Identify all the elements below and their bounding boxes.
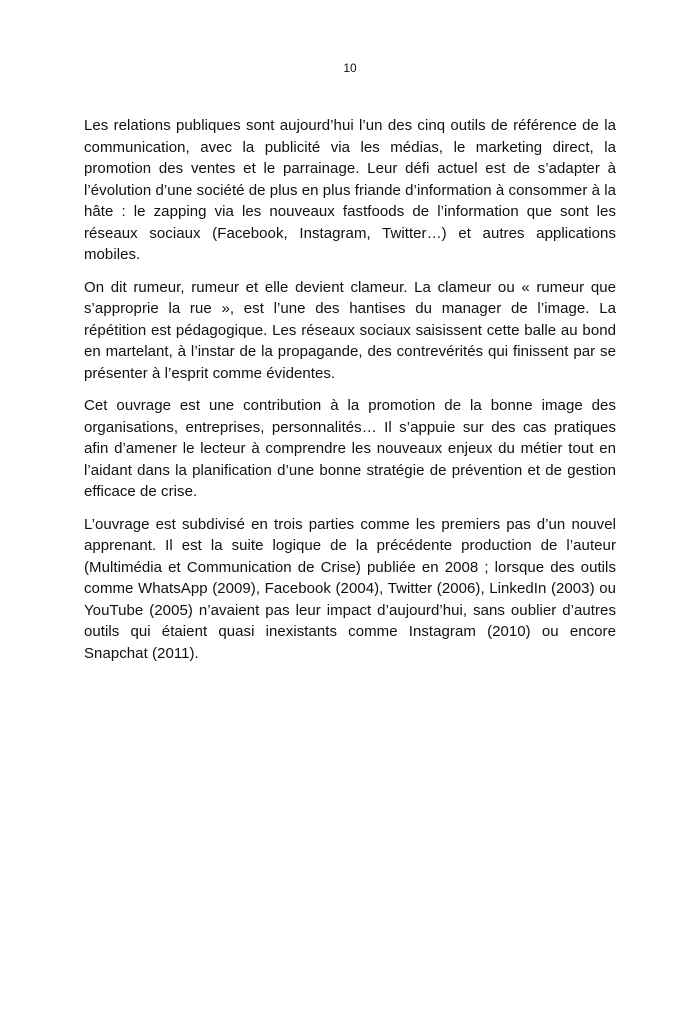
page-number: 10 <box>343 61 357 75</box>
paragraph-3: Cet ouvrage est une contribution à la promotion de la bonne image des organisations, entreprises, personnalités… Il s’appuie sur des cas pratiques afin d’amener le lecteur à comprendre les nouveaux enjeux du métier tout en l’aidant dans la planification d’une bonne stratégie de prévention et de gestion efficace de crise. <box>84 397 616 500</box>
paragraph-1: Les relations publiques sont aujourd’hui l’un des cinq outils de référence de la communication, avec la publicité via les médias, le marketing direct, la promotion des ventes et le parrainage. Leur défi actuel est de s’adapter à l’évolution d’une société de plus en plus friande d’information à consommer à la hâte : le zapping via les nouveaux fastfoods de l’information que sont les réseaux sociaux (Facebook, Instagram, Twitter…) et autres applications mobiles. <box>84 117 616 263</box>
paragraph-4: L’ouvrage est subdivisé en trois parties comme les premiers pas d’un nouvel apprenant. Il est la suite logique de la précédente production de l’auteur (Multimédia et Communication de Crise) publiée en 2008 ; lorsque des outils comme WhatsApp (2009), Facebook (2004), Twitter (2006), LinkedIn (2003) ou YouTube (2005) n’avaient pas leur impact d’aujourd’hui, sans oublier d’autres outils qui étaient quasi inexistants comme Instagram (2010) ou encore Snapchat (2011). <box>84 515 616 662</box>
body-text <box>84 115 616 675</box>
paragraph-2: On dit rumeur, rumeur et elle devient clameur. La clameur ou « rumeur que s’approprie la rue », est l’une des hantises du manager de l’image. La répétition est pédagogique. Les réseaux sociaux saisissent cette balle au bond en martelant, à l’instar de la propagande, des contrevérités qui finissent par se présenter à l’esprit comme évidentes. <box>84 278 616 382</box>
